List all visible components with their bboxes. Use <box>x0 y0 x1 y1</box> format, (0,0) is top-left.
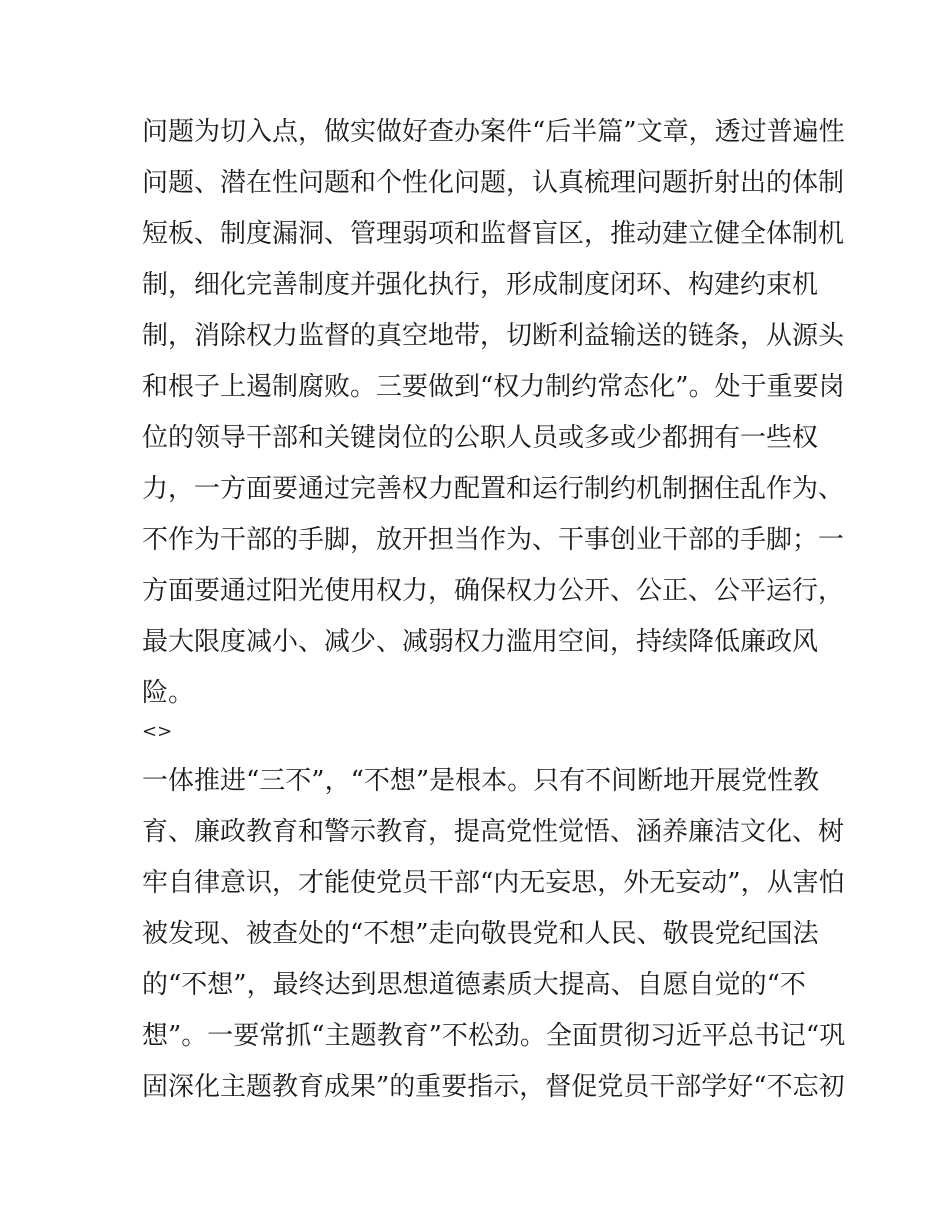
paragraph-1-line-5: 制，消除权力监督的真空地带，切断利益输送的链条，从源头 <box>142 321 845 351</box>
paragraph-1-line-1: 问题为切入点，做实做好查办案件“后半篇”文章，透过普遍性 <box>142 117 845 147</box>
paragraph-2 <box>142 756 846 1113</box>
paragraph-2-line-6: 想”。一要常抓“主题教育”不松劲。全面贯彻习近平总书记“巩 <box>142 1021 846 1051</box>
paragraph-1-line-8: 力，一方面要通过完善权力配置和运行制约机制捆住乱作为、 <box>142 474 845 504</box>
paragraph-2-line-2: 育、廉政教育和警示教育，提高党性觉悟、涵养廉洁文化、树 <box>142 817 845 847</box>
paragraph-1-line-4: 制，细化完善制度并强化执行，形成制度闭环、构建约束机 <box>142 270 819 300</box>
paragraph-1-line-11: 最大限度减小、减少、减弱权力滥用空间，持续降低廉政风 <box>142 627 819 657</box>
paragraph-1-line-10: 方面要通过阳光使用权力，确保权力公开、公正、公平运行， <box>142 576 845 606</box>
paragraph-1 <box>142 107 845 719</box>
section-separator: <> <box>142 721 173 742</box>
paragraph-1-line-2: 问题、潜在性问题和个性化问题，认真梳理问题折射出的体制 <box>142 168 845 198</box>
paragraph-2-line-1: 一体推进“三不”，“不想”是根本。只有不间断地开展党性教 <box>142 766 820 796</box>
paragraph-2-line-7: 固深化主题教育成果”的重要指示，督促党员干部学好“不忘初 <box>142 1072 845 1102</box>
paragraph-2-line-4: 被发现、被查处的“不想”走向敬畏党和人民、敬畏党纪国法 <box>142 919 819 949</box>
paragraph-2-line-5: 的“不想”，最终达到思想道德素质大提高、自愿自觉的“不 <box>142 970 806 1000</box>
paragraph-1-line-3: 短板、制度漏洞、管理弱项和监督盲区，推动建立健全体制机 <box>142 219 845 249</box>
paragraph-1-line-6: 和根子上遏制腐败。三要做到“权力制约常态化”。处于重要岗 <box>142 372 845 402</box>
paragraph-1-line-9: 不作为干部的手脚，放开担当作为、干事创业干部的手脚；一 <box>142 525 845 555</box>
paragraph-1-line-7: 位的领导干部和关键岗位的公职人员或多或少都拥有一些权 <box>142 423 819 453</box>
paragraph-2-line-3: 牢自律意识，才能使党员干部“内无妄思，外无妄动”，从害怕 <box>142 868 845 898</box>
paragraph-1-line-12: 险。 <box>142 678 195 708</box>
